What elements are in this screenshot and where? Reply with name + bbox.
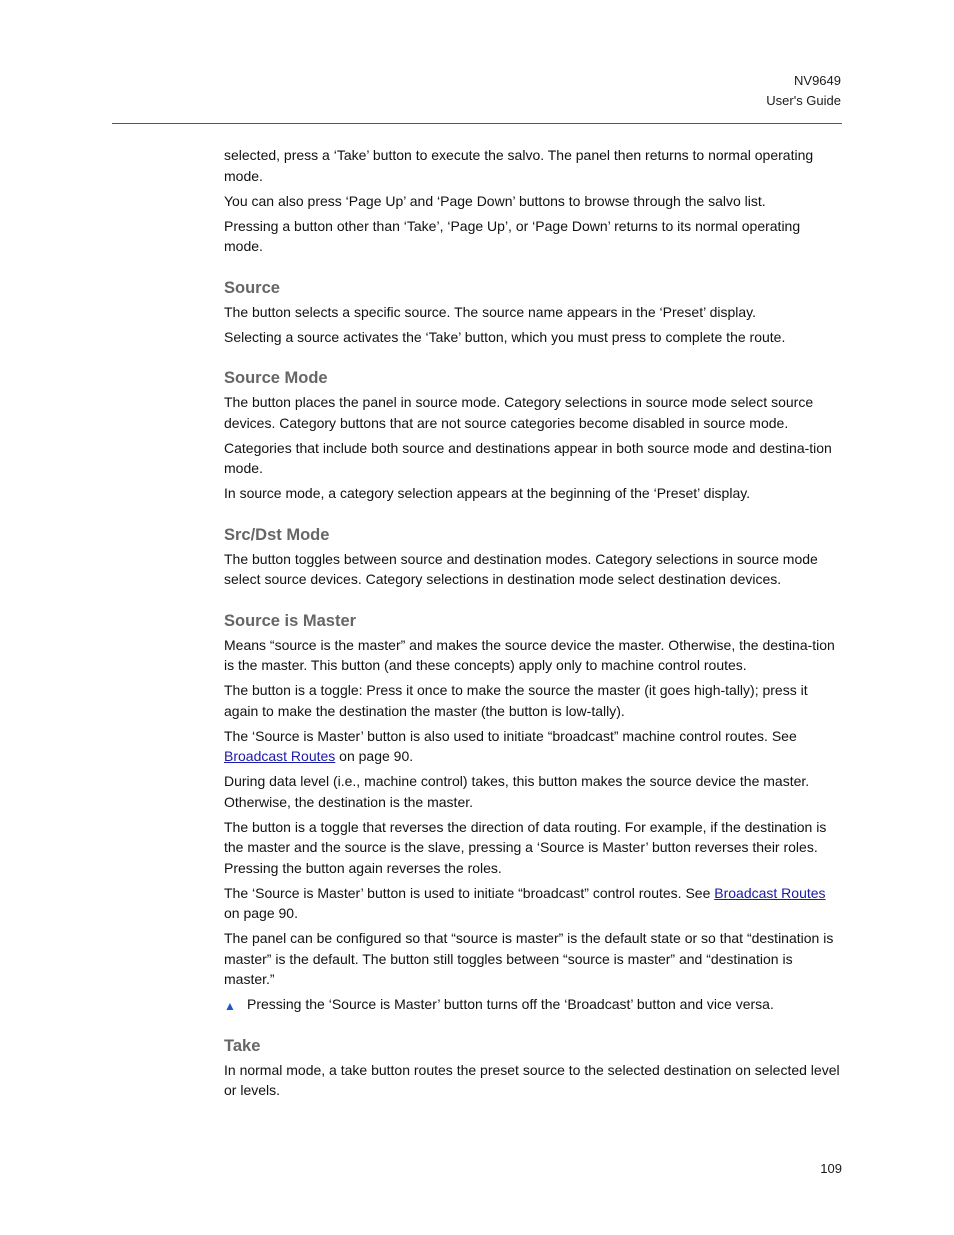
page-header [766,71,841,111]
heading-source: Source [224,278,280,297]
note-text: Pressing the ‘Source is Master’ button turns off the ‘Broadcast’ button and vice versa. [247,996,774,1012]
paragraph-text: The ‘Source is Master’ button is also used to initiate “broadcast” machine control routes. See [224,727,797,744]
source-is-master-paragraph-3 [224,726,842,767]
source-is-master-paragraph-1: Means “source is the master” and makes the source device the master. Otherwise, the destina-tion is the master. This button (and these concepts) apply only to machine control routes. [224,636,835,673]
source-mode-paragraph-1: The button places the panel in source mode. Category selections in source mode select source devices. Category buttons that are not source categories become disabled in source mode. [224,394,814,431]
source-is-master-paragraph-6 [224,883,842,924]
warning-triangle-icon: ▲ [224,999,236,1013]
product-name: NV9649 [794,73,841,88]
paragraph-text: The ‘Source is Master’ button is used to initiate “broadcast” control routes. See [224,884,715,901]
source-paragraph-1: The button selects a specific source. The source name appears in the ‘Preset’ display. [224,303,757,320]
take-paragraph-1: In normal mode, a take button routes the preset source to the selected destination on selected level or levels. [224,1061,840,1098]
note [224,994,842,1015]
intro-paragraph-3: Pressing a button other than ‘Take’, ‘Page Up’, or ‘Page Down’ returns to its normal operating mode. [224,217,801,254]
src-dst-mode-paragraph-1: The button toggles between source and destination modes. Category selections in source mode select source devices. Category selections in destination mode select destination devices. [224,550,818,587]
page-body [224,145,842,1105]
heading-take: Take [224,1036,261,1055]
document-name: User's Guide [766,93,841,108]
source-mode-paragraph-2: Categories that include both source and destinations appear in both source mode and destina-tion mode. [224,439,832,476]
source-mode-paragraph-3: In source mode, a category selection appears at the beginning of the ‘Preset’ display. [224,485,751,501]
page-number: 109 [820,1161,842,1176]
source-is-master-paragraph-4: During data level (i.e., machine control) takes, this button makes the source device the master. Otherwise, the destination is the master. [224,773,810,810]
intro-paragraph-2: You can also press ‘Page Up’ and ‘Page Down’ buttons to browse through the salvo list. [224,192,766,209]
header-rule [112,123,842,124]
paragraph-text: on page 90. [224,905,298,921]
broadcast-routes-link[interactable]: Broadcast Routes [224,748,336,764]
heading-source-is-master: Source is Master [224,611,357,630]
paragraph-text: on page 90. [335,748,414,764]
broadcast-routes-link[interactable]: Broadcast Routes [714,884,826,901]
source-is-master-paragraph-7: The panel can be configured so that “source is master” is the default state or so that “destination is master” is the default. The button still toggles between “source is master” and “destination is master.” [224,930,834,987]
source-is-master-paragraph-5: The button is a toggle that reverses the direction of data routing. For example, if the destination is the master and the source is the slave, pressing a ‘Source is Master’ button reverses their roles. Pressing the button again reverses the roles. [224,818,827,876]
source-is-master-paragraph-2: The button is a toggle: Press it once to make the source the master (it goes high-tally); press it again to make the destination the master (the button is low-tally). [224,682,808,719]
heading-source-mode: Source Mode [224,369,328,387]
intro-paragraph-1: selected, press a ‘Take’ button to execute the salvo. The panel then returns to normal operating mode. [224,147,814,184]
source-paragraph-2: Selecting a source activates the ‘Take’ button, which you must press to complete the route. [224,328,786,345]
heading-src-dst-mode: Src/Dst Mode [224,525,330,544]
